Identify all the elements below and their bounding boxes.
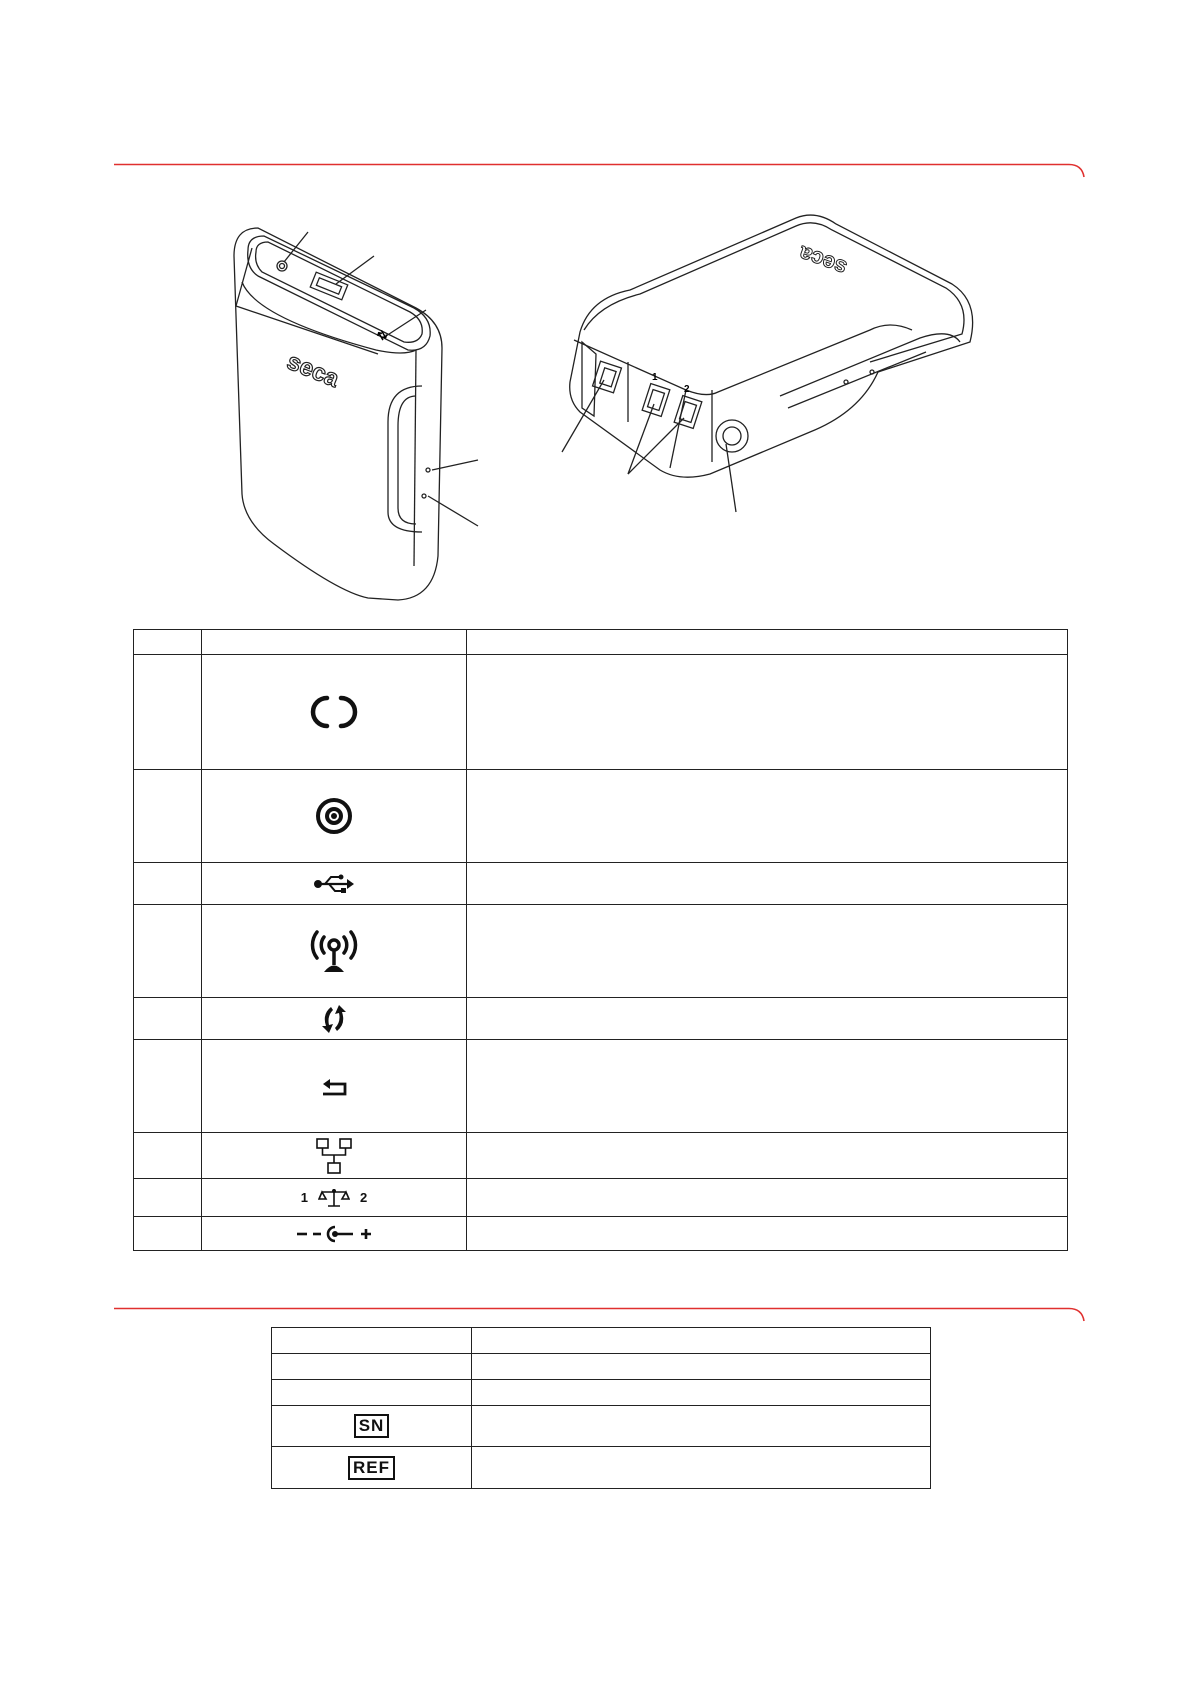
table-row bbox=[134, 1217, 1068, 1251]
header-cell-description bbox=[467, 630, 1068, 655]
brand-logo-left: seca bbox=[283, 347, 343, 393]
table-row bbox=[134, 770, 1068, 863]
table-row bbox=[272, 1354, 931, 1380]
table-row bbox=[134, 1040, 1068, 1133]
labels-table bbox=[271, 1327, 931, 1489]
table-row bbox=[134, 905, 1068, 998]
header-cell-meaning bbox=[472, 1328, 931, 1354]
table-row bbox=[134, 1133, 1068, 1179]
table-row bbox=[272, 1406, 931, 1447]
sync-arrows-icon bbox=[319, 1004, 349, 1034]
table-header-row bbox=[134, 630, 1068, 655]
wireless-antenna-icon bbox=[310, 927, 358, 975]
header-cell-no bbox=[134, 630, 202, 655]
table-header-row bbox=[272, 1328, 931, 1354]
device-illustration-back bbox=[560, 212, 990, 552]
usb-icon bbox=[313, 873, 355, 895]
section-rule-top bbox=[114, 163, 1086, 179]
header-cell-symbol bbox=[272, 1328, 472, 1354]
table-row bbox=[272, 1380, 931, 1406]
device-illustration-front bbox=[228, 226, 488, 606]
serial-number-symbol: SN bbox=[354, 1414, 390, 1438]
table-row bbox=[134, 1179, 1068, 1217]
status-led-icon bbox=[314, 796, 354, 836]
port-label-2: 2 bbox=[684, 384, 690, 395]
scale-ports-icon bbox=[301, 1187, 367, 1209]
port-label-1: 1 bbox=[652, 372, 658, 383]
reference-number-symbol: REF bbox=[348, 1456, 395, 1480]
svg-text:⇅: ⇅ bbox=[374, 326, 391, 345]
table-row bbox=[134, 863, 1068, 905]
section-rule-bottom bbox=[114, 1307, 1086, 1323]
table-row bbox=[134, 655, 1068, 770]
header-cell-symbol bbox=[202, 630, 467, 655]
power-jack-icon bbox=[295, 1224, 373, 1244]
scale-port-label-1: 1 bbox=[300, 1190, 308, 1205]
components-table bbox=[133, 629, 1068, 1251]
table-row bbox=[134, 998, 1068, 1040]
scale-port-label-2: 2 bbox=[360, 1190, 368, 1205]
table-row bbox=[272, 1447, 931, 1489]
reset-arrow-icon bbox=[319, 1075, 349, 1097]
network-icon bbox=[315, 1137, 353, 1175]
power-ring-icon bbox=[310, 692, 358, 732]
brand-logo-right: seca bbox=[795, 240, 850, 282]
